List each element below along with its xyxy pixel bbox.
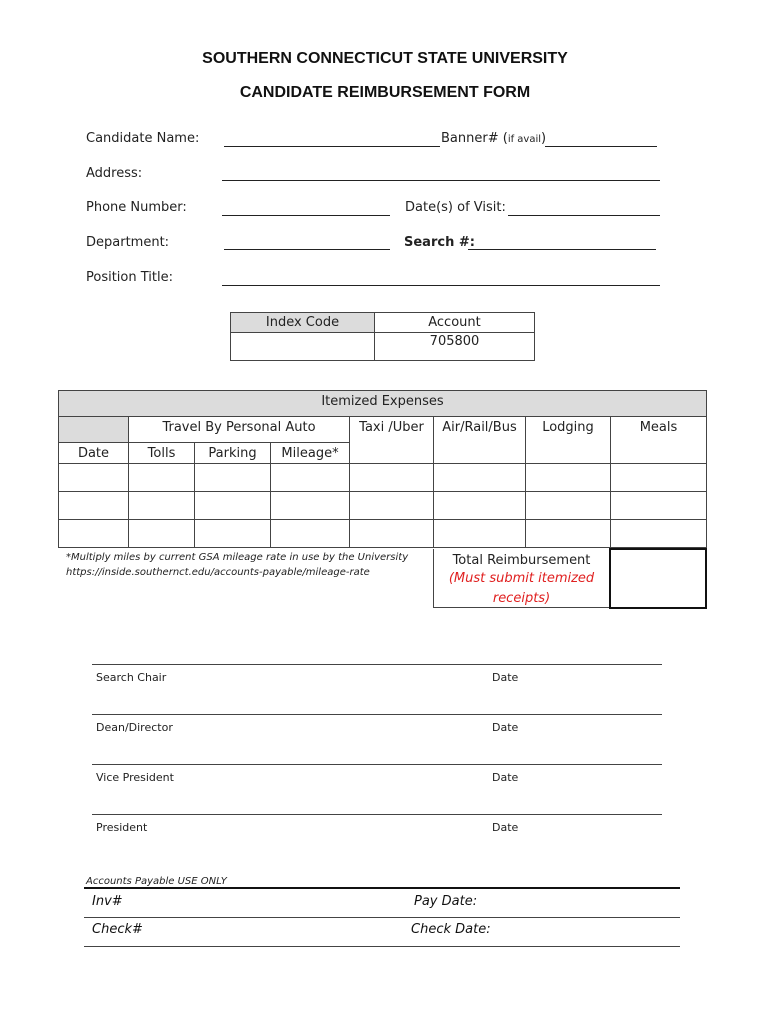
receipts-note-line2: receipts): [492, 591, 551, 606]
position-title-label: Position Title:: [86, 270, 173, 285]
index-code-input[interactable]: [230, 332, 375, 361]
mileage-footnote: *Multiply miles by current GSA mileage rate in use by the University: [66, 552, 409, 563]
candidate-name-label: Candidate Name:: [86, 131, 200, 146]
signature-date-label: Date: [492, 821, 519, 834]
account-header: Account: [428, 315, 481, 330]
total-reimbursement-label: Total Reimbursement: [452, 553, 591, 568]
expense-entry-cell[interactable]: [433, 491, 526, 520]
expense-entry-cell[interactable]: [433, 519, 526, 548]
pay-date-label: Pay Date:: [414, 894, 478, 909]
taxi-header: Taxi /Uber: [359, 420, 424, 435]
department-field[interactable]: [224, 249, 390, 250]
university-name: SOUTHERN CONNECTICUT STATE UNIVERSITY: [202, 50, 568, 67]
accounts-payable-heading: Accounts Payable USE ONLY: [86, 876, 227, 887]
expense-entry-cell[interactable]: [270, 519, 350, 548]
expense-entry-cell[interactable]: [58, 491, 129, 520]
expense-entry-cell[interactable]: [194, 491, 271, 520]
signature-line[interactable]: [92, 714, 662, 715]
search-label: Search #:: [404, 235, 475, 250]
index-code-header: Index Code: [265, 315, 340, 330]
address-label: Address:: [86, 166, 143, 181]
mileage-rate-link[interactable]: https://inside.southernct.edu/accounts-payable/mileage-rate: [66, 567, 370, 578]
expense-entry-cell[interactable]: [194, 463, 271, 492]
signature-role-label: Search Chair: [96, 671, 167, 684]
expense-entry-cell[interactable]: [128, 463, 195, 492]
tolls-header: Tolls: [147, 446, 176, 461]
lodging-header: Lodging: [542, 420, 594, 435]
travel-header: Travel By Personal Auto: [162, 420, 316, 435]
signature-role-label: Dean/Director: [96, 721, 173, 734]
phone-label: Phone Number:: [86, 200, 187, 215]
signature-role-label: President: [96, 821, 148, 834]
signature-date-label: Date: [492, 721, 519, 734]
check-label: Check#: [92, 922, 143, 937]
expense-entry-cell[interactable]: [194, 519, 271, 548]
signature-line[interactable]: [92, 814, 662, 815]
expense-entry-cell[interactable]: [349, 463, 434, 492]
expense-entry-cell[interactable]: [58, 463, 129, 492]
expense-entry-cell[interactable]: [610, 463, 707, 492]
air-header: Air/Rail/Bus: [442, 420, 517, 435]
signature-date-label: Date: [492, 671, 519, 684]
signature-line[interactable]: [92, 664, 662, 665]
total-reimbursement-input[interactable]: [609, 548, 707, 609]
ap-bottom-rule: [84, 946, 680, 947]
account-value: 705800: [429, 334, 480, 349]
signature-role-label: Vice President: [96, 771, 174, 784]
expense-entry-cell[interactable]: [58, 519, 129, 548]
candidate-name-field[interactable]: [224, 146, 440, 147]
expense-entry-cell[interactable]: [433, 463, 526, 492]
ap-top-rule: [84, 887, 680, 889]
expense-entry-cell[interactable]: [525, 463, 611, 492]
position-title-field[interactable]: [222, 285, 660, 286]
parking-header: Parking: [208, 446, 257, 461]
date-header: Date: [77, 446, 110, 461]
signature-date-label: Date: [492, 771, 519, 784]
meals-header: Meals: [639, 420, 678, 435]
expense-entry-cell[interactable]: [270, 491, 350, 520]
ap-middle-rule: [84, 917, 680, 918]
mileage-header: Mileage*: [281, 446, 339, 461]
inv-label: Inv#: [92, 894, 123, 909]
expense-entry-cell[interactable]: [349, 491, 434, 520]
department-label: Department:: [86, 235, 170, 250]
address-field[interactable]: [222, 180, 660, 181]
banner-field[interactable]: [545, 146, 657, 147]
expense-entry-cell[interactable]: [525, 519, 611, 548]
dates-of-visit-field[interactable]: [508, 215, 660, 216]
search-field[interactable]: [468, 249, 656, 250]
signature-line[interactable]: [92, 764, 662, 765]
banner-label: Banner# (if avail): [441, 131, 547, 146]
check-date-label: Check Date:: [411, 922, 491, 937]
expense-entry-cell[interactable]: [610, 519, 707, 548]
expense-entry-cell[interactable]: [349, 519, 434, 548]
expense-entry-cell[interactable]: [270, 463, 350, 492]
expense-entry-cell[interactable]: [525, 491, 611, 520]
expense-entry-cell[interactable]: [610, 491, 707, 520]
receipts-note-line1: (Must submit itemized: [448, 571, 595, 586]
expense-entry-cell[interactable]: [128, 519, 195, 548]
form-title: CANDIDATE REIMBURSEMENT FORM: [239, 84, 531, 101]
expense-entry-cell[interactable]: [128, 491, 195, 520]
expenses-title: Itemized Expenses: [321, 394, 444, 409]
blank-shaded-cell: [58, 416, 129, 443]
phone-field[interactable]: [222, 215, 390, 216]
dates-of-visit-label: Date(s) of Visit:: [405, 200, 506, 215]
